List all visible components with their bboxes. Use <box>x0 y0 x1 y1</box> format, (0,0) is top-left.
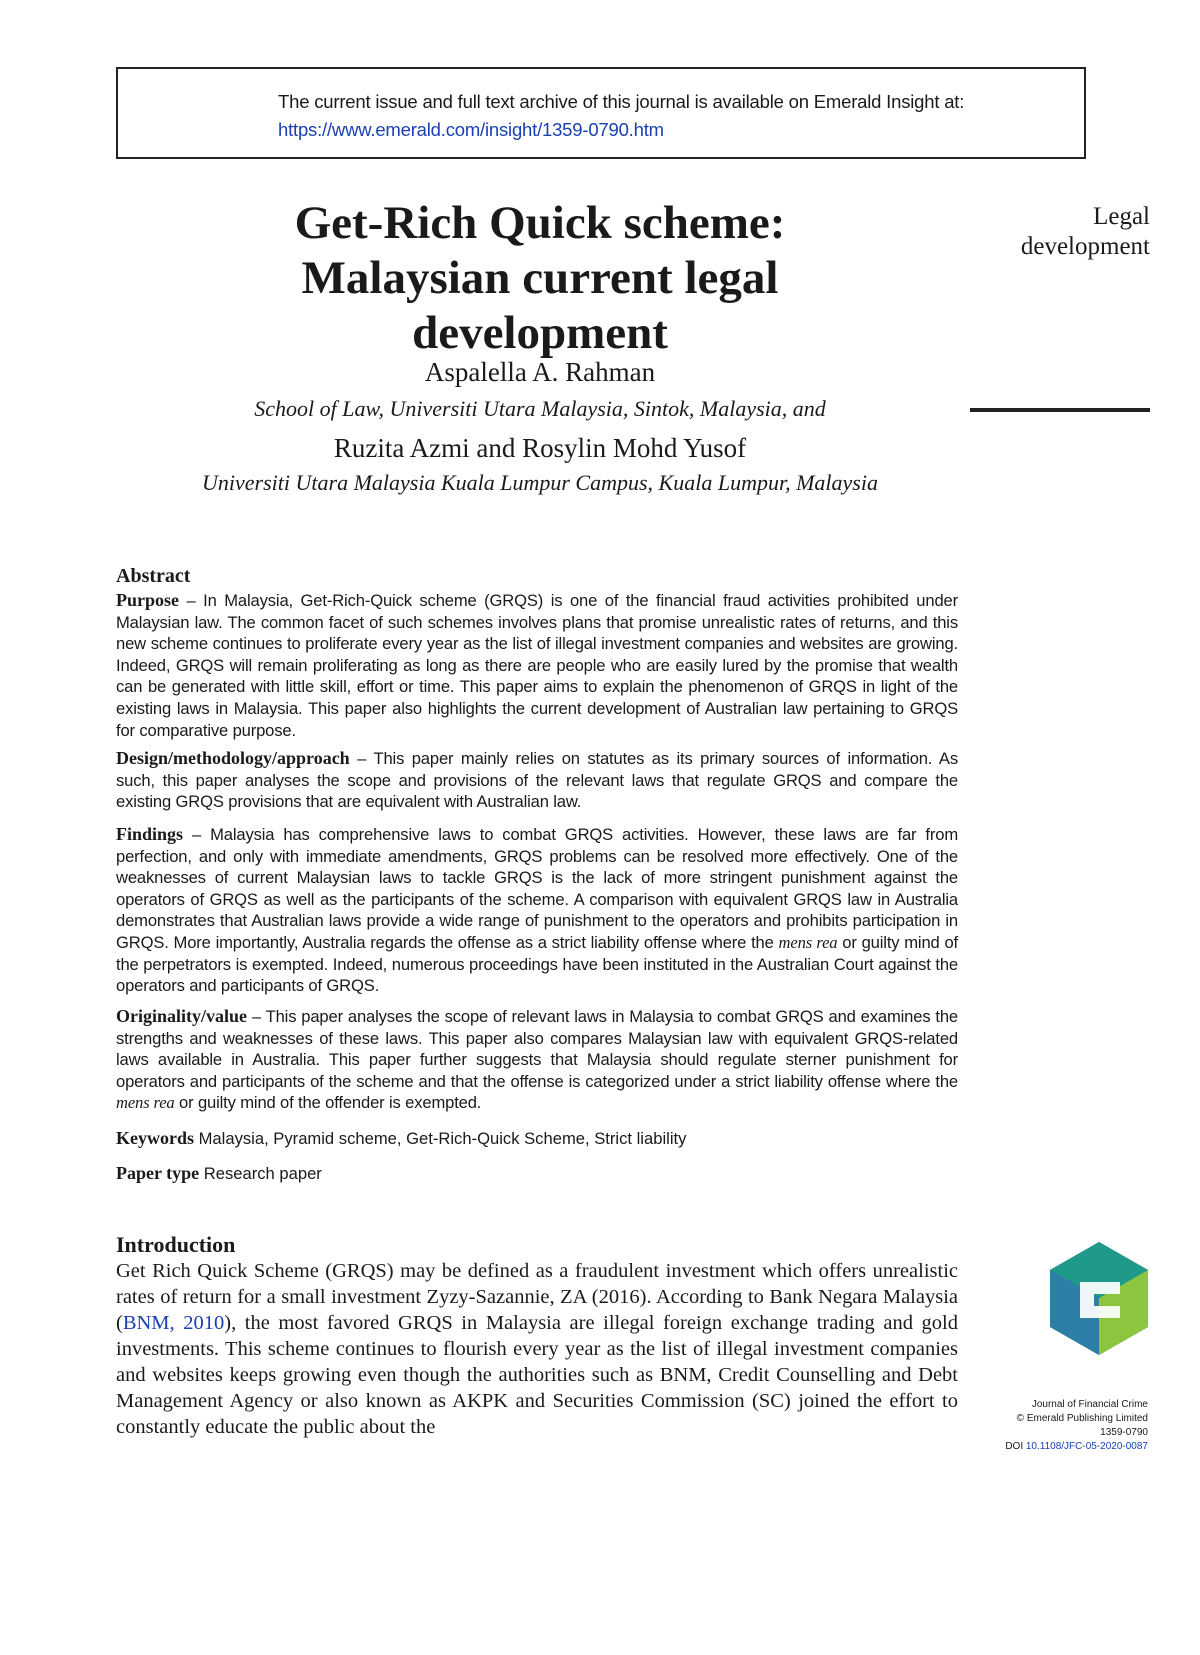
side-rule-divider <box>970 408 1150 412</box>
emerald-logo-icon <box>1050 1242 1148 1355</box>
purpose-text: – In Malaysia, Get-Rich-Quick scheme (GRQS) is one of the financial fraud activities prohibited under Malaysian law. The common facet of such schemes involves plans that promise unrealistic rates of returns, and this new scheme continues to proliferate every year as the list of illegal investment companies and websites are growing. Indeed, GRQS will remain proliferating as long as there are people who are easily lured by the promise that wealth can be generated with little skill, effort or time. This paper aims to explain the phenomenon of GRQS in light of the existing laws in Malaysia. This paper also highlights the current development of Australian law pertaining to GRQS for comparative purpose. <box>116 591 958 740</box>
abstract-purpose <box>116 590 958 741</box>
findings-text-1: – Malaysia has comprehensive laws to combat GRQS activities. However, these laws are far from perfection, and only with immediate amendments, GRQS problems can be resolved more effectively. One of the weaknesses of current Malaysian laws to tackle GRQS is the lack of more stringent punishment against the operators of GRQS as well as the participants of the scheme. A comparison with equivalent GRQS law in Australia demonstrates that Australian laws provide a wide range of punishment to the operators and prohibits participation in GRQS. More importantly, Australia regards the offense as a strict liability offense where the <box>116 825 958 952</box>
author-1: Aspalella A. Rahman <box>424 357 656 387</box>
findings-label: Findings <box>116 824 184 844</box>
journal-doi-line <box>940 1440 1148 1454</box>
abstract-findings <box>116 824 958 997</box>
keywords-text: Malaysia, Pyramid scheme, Get-Rich-Quick Scheme, Strict liability <box>194 1129 687 1148</box>
introduction-body <box>116 1258 958 1440</box>
affiliation-2: Universiti Utara Malaysia Kuala Lumpur Campus, Kuala Lumpur, Malaysia <box>202 470 878 495</box>
paper-type-label: Paper type <box>116 1163 200 1183</box>
affiliation-1: School of Law, Universiti Utara Malaysia, Sintok, Malaysia, and <box>254 396 826 421</box>
journal-info-block <box>940 1398 1148 1454</box>
intro-text-2: ), the most favored GRQS in Malaysia are illegal foreign exchange trading and gold investments. This scheme continues to flourish every year as the list of illegal investment companies and websites keeps growing even though the authorities such as BNM, Credit Counselling and Debt Management Agency or also known as AKPK and Securities Commission (SC) joined the effort to constantly educate the public about the <box>116 1312 958 1438</box>
title-line-1: Get-Rich Quick scheme: <box>294 197 786 249</box>
journal-publisher: © Emerald Publishing Limited <box>1016 1413 1148 1424</box>
side-label-line1: Legal <box>1093 203 1150 230</box>
author-2: Ruzita Azmi and Rosylin Mohd Yusof <box>333 433 747 463</box>
title-line-2: Malaysian current legal <box>301 252 779 304</box>
journal-name: Journal of Financial Crime <box>1031 1399 1148 1410</box>
side-label-line2: development <box>1020 233 1150 260</box>
archive-notice-text: The current issue and full text archive of this journal is available on Emerald Insight at: <box>278 91 965 112</box>
archive-notice-box <box>116 67 1086 159</box>
design-label: Design/methodology/approach <box>116 748 350 768</box>
title-line-3: development <box>412 307 668 359</box>
paper-type-line <box>116 1163 322 1184</box>
intro-text-1: Get Rich Quick Scheme (GRQS) may be defined as a fraudulent investment which offers unrealistic rates of return for a small investment Zyzy-Sazannie, ZA (2016). According to Bank Negara Malaysia ( <box>116 1260 958 1334</box>
doi-link[interactable]: 10.1108/JFC-05-2020-0087 <box>1025 1441 1148 1452</box>
doi-label: DOI <box>1005 1441 1024 1452</box>
findings-text-2: or guilty mind of the perpetrators is exempted. Indeed, numerous proceedings have been instituted in the Australian Court against the operators and participants of GRQS. <box>116 932 958 996</box>
originality-italic: mens rea <box>116 1093 175 1113</box>
running-side-label <box>960 202 1150 262</box>
article-title <box>160 196 920 361</box>
originality-label: Originality/value <box>116 1006 248 1026</box>
abstract-design <box>116 748 958 813</box>
originality-text-2: or guilty mind of the offender is exempted. <box>174 1093 482 1113</box>
introduction-heading: Introduction <box>116 1232 236 1257</box>
journal-issn: 1359-0790 <box>1100 1427 1148 1438</box>
abstract-heading: Abstract <box>116 565 191 587</box>
design-text: – This paper mainly relies on statutes as its primary sources of information. As such, this paper analyses the scope and provisions of the relevant laws that regulate GRQS and compare the existing GRQS provisions that are equivalent with Australian law. <box>116 749 958 812</box>
purpose-label: Purpose <box>116 590 179 610</box>
archive-url-link[interactable]: https://www.emerald.com/insight/1359-0790.htm <box>278 119 664 140</box>
findings-italic: mens rea <box>778 932 838 952</box>
keywords-line <box>116 1128 686 1149</box>
bnm-citation-link[interactable]: BNM, 2010 <box>122 1312 225 1334</box>
abstract-originality <box>116 1006 958 1114</box>
keywords-label: Keywords <box>116 1128 194 1148</box>
paper-type-text: Research paper <box>199 1164 322 1183</box>
originality-text-1: – This paper analyses the scope of relevant laws in Malaysia to combat GRQS and examines the strengths and weaknesses of these laws. This paper also compares Malaysian law with equivalent GRQS-related laws available in Australia. This paper further suggests that Malaysia should regulate sterner punishment for operators and participants of the scheme and that the offense is categorized under a strict liability offense where the <box>116 1007 958 1091</box>
